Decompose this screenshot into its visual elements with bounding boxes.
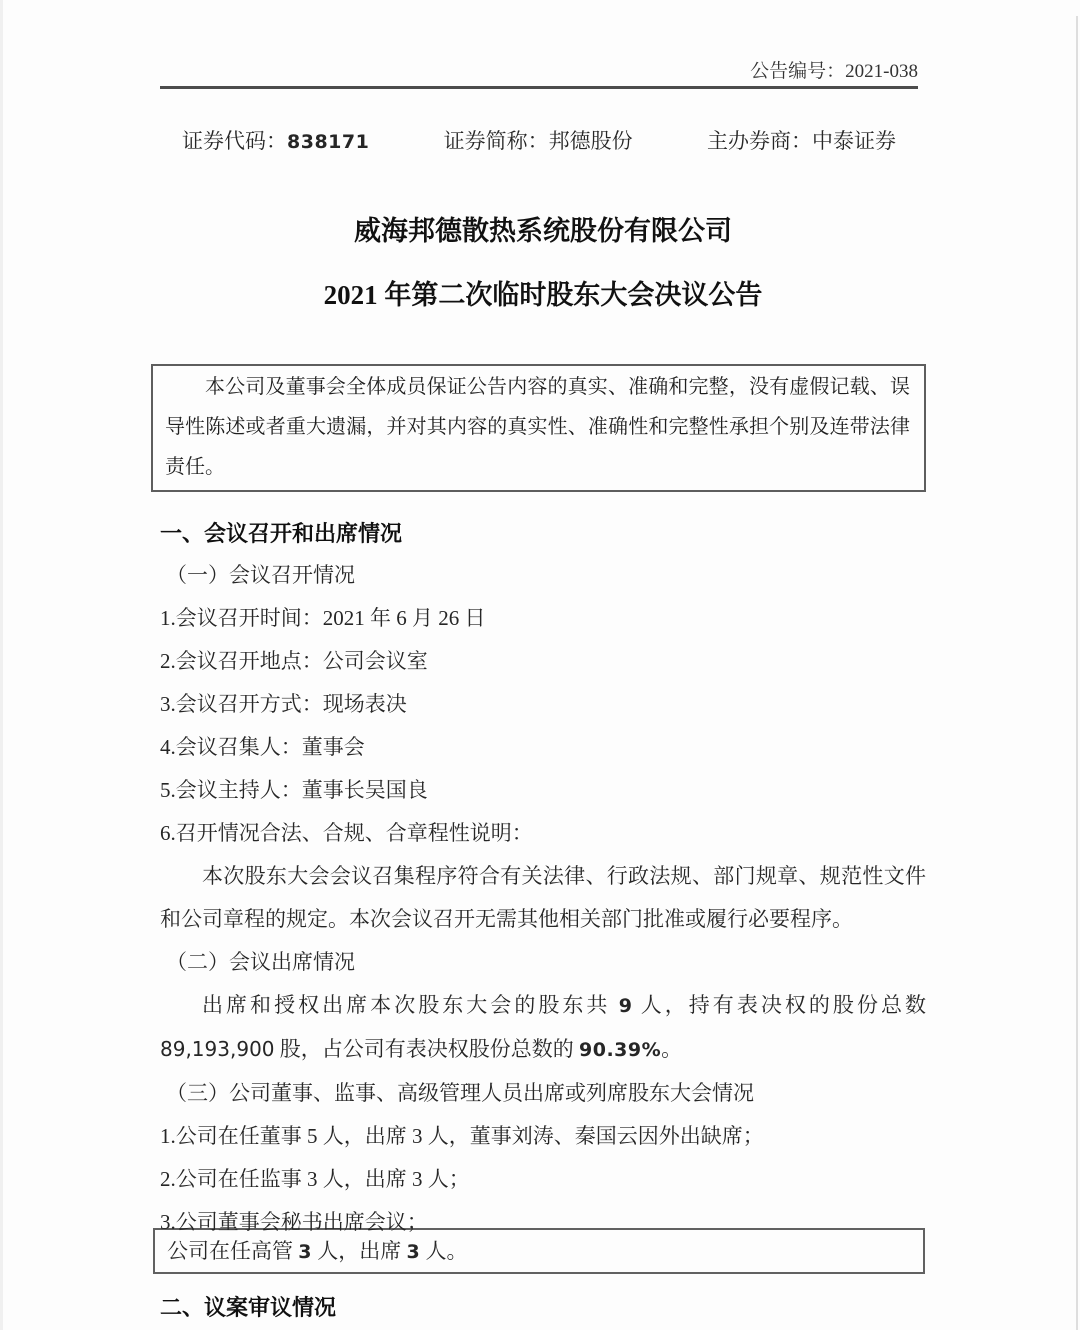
- voting-percent: 90.39%: [579, 1039, 662, 1061]
- convening-item-chair: 5.会议主持人：董事长吴国良: [160, 778, 428, 802]
- attendance-text-2: 人，持有表决权的股份总数: [632, 993, 927, 1017]
- stock-code: [182, 124, 369, 158]
- stock-short-value: 邦德股份: [548, 129, 633, 153]
- shareholder-count: 9: [618, 995, 633, 1017]
- page-right-edge: [1076, 16, 1078, 1330]
- page-left-edge: [0, 0, 3, 1330]
- participants-item-supervisors: 2.公司在任监事 3 人，出席 3 人；: [160, 1167, 470, 1191]
- sponsor-broker: [707, 124, 896, 158]
- announcement-number: 公告编号：2021-038: [750, 61, 918, 82]
- disclaimer-box: [151, 364, 926, 492]
- attendance-text-4: 。: [661, 1037, 683, 1061]
- securities-info-row: [160, 124, 926, 158]
- convening-item-method: 3.会议召开方式：现场表决: [160, 692, 407, 716]
- participants-item-directors: 1.公司在任董事 5 人，出席 3 人，董事刘涛、秦国云因外出缺席；: [160, 1124, 764, 1148]
- stock-short-name: [444, 124, 633, 158]
- note-text-1: 公司在任高管: [167, 1239, 299, 1263]
- stock-code-label: 证券代码：: [182, 129, 287, 153]
- header-divider-line: [160, 86, 918, 89]
- subsection-1-2-heading: （二）会议出席情况: [166, 950, 355, 974]
- note-text-3: 人。: [420, 1239, 468, 1263]
- stock-short-label: 证券简称：: [443, 129, 549, 153]
- section-2-heading: 二、议案审议情况: [160, 1295, 337, 1320]
- attendance-text-1: 出席和授权出席本次股东大会的股东共: [202, 993, 619, 1017]
- sponsor-value: 中泰证券: [811, 129, 896, 153]
- convening-item-legality: 6.召开情况合法、合规、合章程性说明：: [160, 821, 533, 845]
- convening-item-time: 1.会议召开时间：2021 年 6 月 26 日: [160, 606, 486, 630]
- announcement-title: 2021 年第二次临时股东大会决议公告: [323, 280, 763, 310]
- executives-note-box: [153, 1228, 925, 1274]
- executives-present: 3: [406, 1241, 421, 1263]
- company-name-title: 威海邦德散热系统股份有限公司: [354, 216, 732, 246]
- attendance-paragraph: [160, 984, 926, 1072]
- subsection-1-1-heading: （一）会议召开情况: [166, 563, 355, 587]
- note-text-2: 人，出席: [311, 1239, 407, 1263]
- executives-total: 3: [298, 1241, 312, 1263]
- convening-item-convener: 4.会议召集人：董事会: [160, 735, 365, 759]
- convening-item-place: 2.会议召开地点：公司会议室: [160, 649, 428, 673]
- document-content: [160, 124, 926, 1328]
- subsection-1-3-heading: （三）公司董事、监事、高级管理人员出席或列席股东大会情况: [166, 1081, 754, 1105]
- participants-item-secretary: 3.公司董事会秘书出席会议；: [160, 1210, 428, 1234]
- legality-paragraph: 本次股东大会会议召集程序符合有关法律、行政法规、部门规章、规范性文件和公司章程的规定。本次会议召开无需其他相关部门批准或履行必要程序。: [160, 864, 926, 931]
- attendance-text-3: 股，占公司有表决权股份总数的: [274, 1037, 580, 1061]
- section-1-heading: 一、会议召开和出席情况: [160, 521, 403, 546]
- disclaimer-text: 本公司及董事会全体成员保证公告内容的真实、准确和完整，没有虚假记载、误导性陈述或者重大遗漏，并对其内容的真实性、准确性和完整性承担个别及连带法律责任。: [165, 376, 910, 478]
- voting-shares-total: 89,193,900: [160, 1037, 275, 1061]
- sponsor-label: 主办券商：: [706, 129, 812, 153]
- stock-code-value: 838171: [287, 131, 370, 153]
